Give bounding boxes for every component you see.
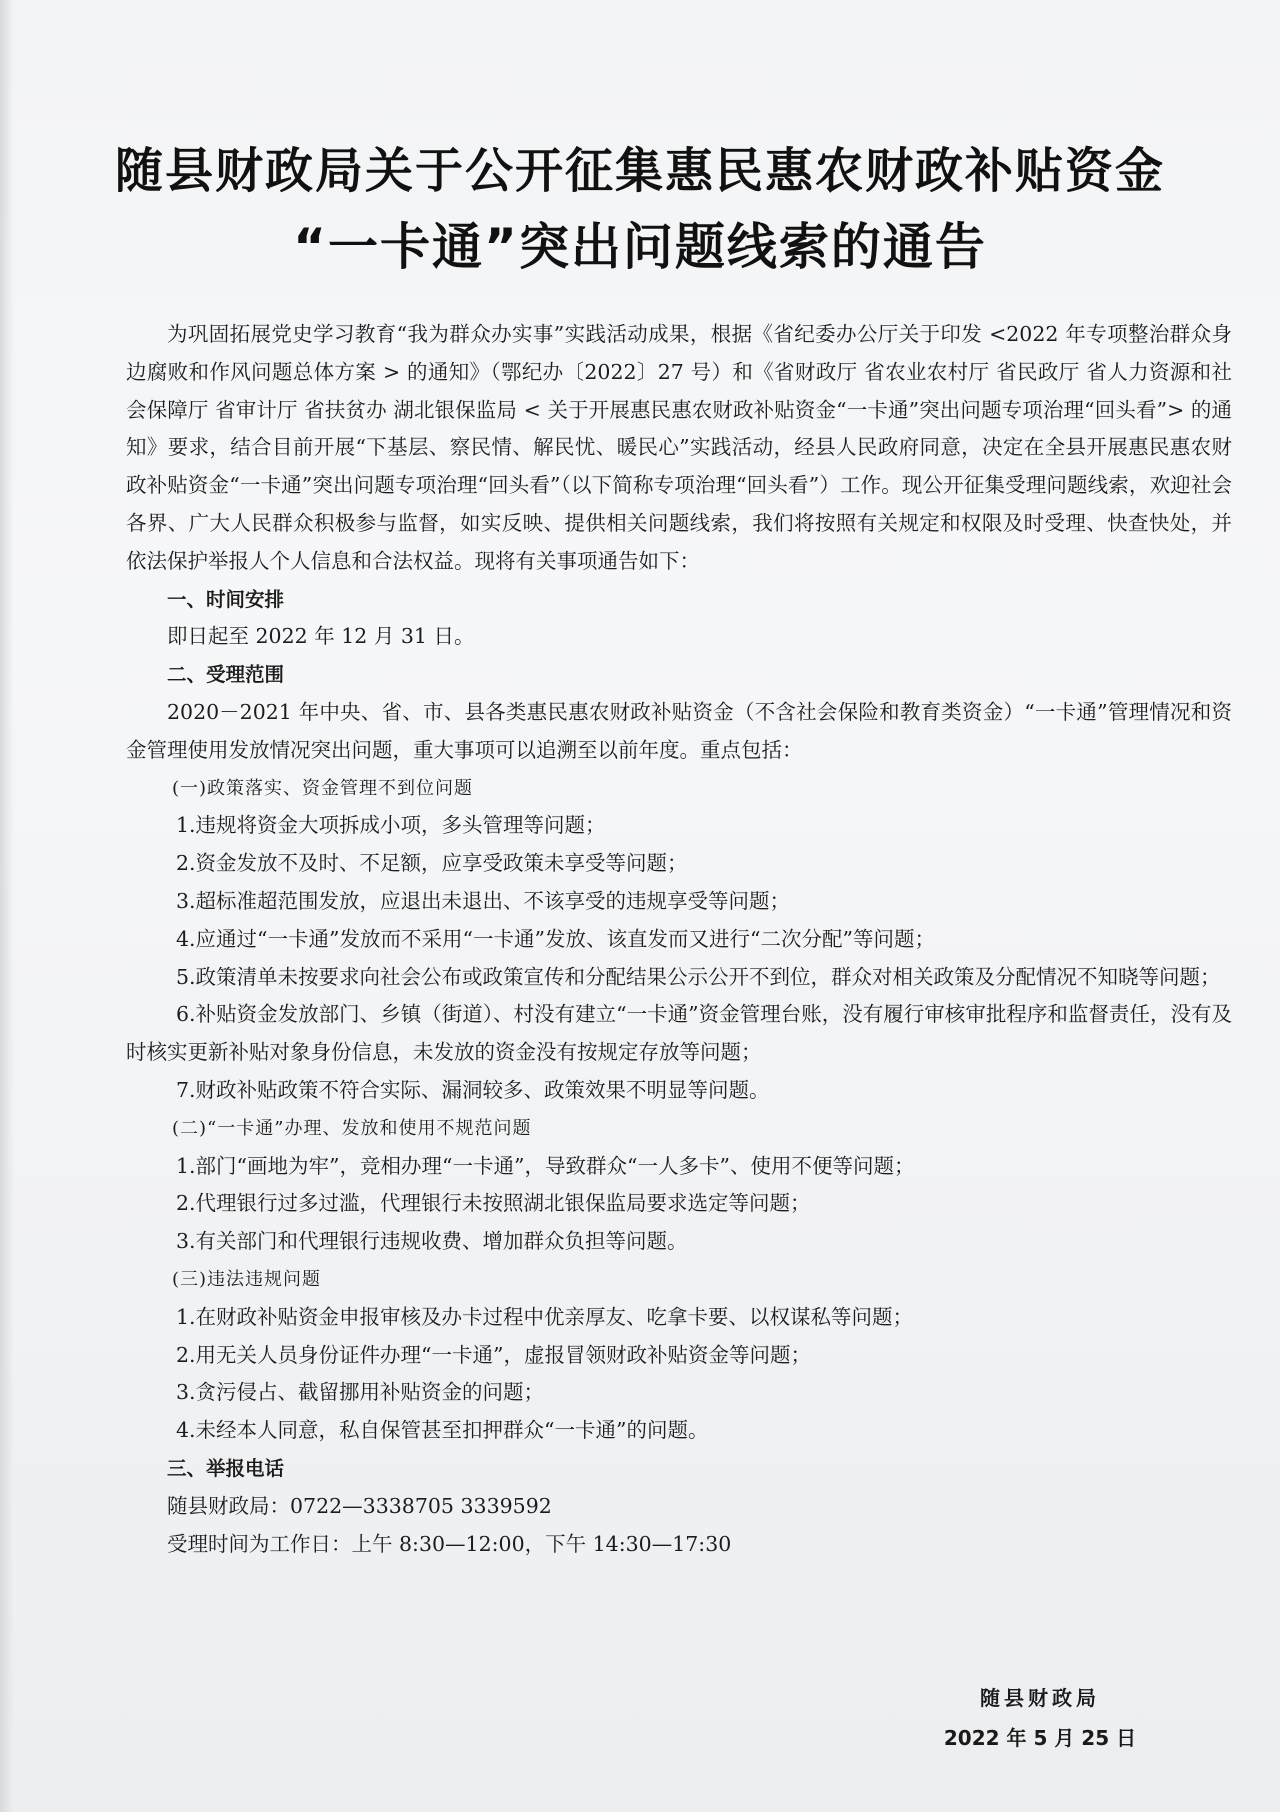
intro-paragraph: 为巩固拓展党史学习教育“我为群众办实事”实践活动成果，根据《省纪委办公厅关于印发 <2022 年专项整治群众身边腐败和作风问题总体方案 > 的通知》（鄂纪办〔2022〕27 号）和《省财政厅 省农业农村厅 省民政厅 省人力资源和社会保障厅 省审计厅 省扶贫办 湖北银保监局 < 关于开展惠民惠农财政补贴资金“一卡通”突出问题专项治理“回头看”> 的通知》要求，结合目前开展“下基层、察民情、解民忧、暖民心”实践活动，经县人民政府同意，决定在全县开展惠民惠农财政补贴资金“一卡通”突出问题专项治理“回头看”（以下简称专项治理“回头看”）工作。现公开征集受理问题线索，欢迎社会各界、广大人民群众积极参与监督，如实反映、提供相关问题线索，我们将按照有关规定和权限及时受理、快查快处，并依法保护举报人个人信息和合法权益。现将有关事项通告如下：	[126, 322, 1232, 573]
notice-title-line-2: “一卡通”突出问题线索的通告	[293, 218, 987, 276]
scope-item: 2.代理银行过多过滥，代理银行未按照湖北银保监局要求选定等问题；	[176, 1191, 811, 1216]
scope-item: 6.补贴资金发放部门、乡镇（街道）、村没有建立“一卡通”资金管理台账，没有履行审核审批程序和监督责任，没有及时核实更新补贴对象身份信息，未发放的资金没有按规定存放等问题；	[126, 1002, 1232, 1065]
scope-item: 2.用无关人员身份证件办理“一卡通”，虚报冒领财政补贴资金等问题；	[176, 1342, 812, 1367]
scope-item: 5.政策清单未按要求向社会公布或政策宣传和分配结果公示公开不到位，群众对相关政策及分配情况不知晓等问题；	[176, 964, 1221, 989]
notice-body	[126, 316, 1232, 1563]
scope-group-title: (二)“一卡通”办理、发放和使用不规范问题	[172, 1117, 532, 1139]
section-scope-text: 2020－2021 年中央、省、市、县各类惠民惠农财政补贴资金（不含社会保险和教育类资金）“一卡通”管理情况和资金管理使用发放情况突出问题，重大事项可以追溯至以前年度。重点包括：	[126, 699, 1232, 762]
section-heading-hotline: 三、举报电话	[167, 1456, 285, 1480]
section-time-text: 即日起至 2022 年 12 月 31 日。	[167, 624, 475, 649]
section-heading-time: 一、时间安排	[167, 587, 285, 611]
hotline-hours: 受理时间为工作日：上午 8:30—12:00，下午 14:30—17:30	[167, 1531, 732, 1556]
scope-item: 4.应通过“一卡通”发放而不采用“一卡通”发放、该直发而又进行“二次分配”等问题；	[176, 926, 935, 951]
notice-title-line-1: 随县财政局关于公开征集惠民惠农财政补贴资金	[114, 143, 1165, 199]
signature-org: 随县财政局	[980, 1686, 1100, 1710]
signature-date: 2022 年 5 月 25 日	[943, 1726, 1137, 1750]
hotline-phone: 随县财政局：0722—3338705 3339592	[167, 1493, 552, 1518]
scope-item: 1.违规将资金大项拆成小项，多头管理等问题；	[176, 813, 606, 838]
scope-item: 1.部门“画地为牢”，竞相办理“一卡通”，导致群众“一人多卡”、使用不便等问题；	[176, 1153, 915, 1178]
scope-item: 7.财政补贴政策不符合实际、漏洞较多、政策效果不明显等问题。	[176, 1077, 770, 1102]
scope-item: 3.超标准超范围发放，应退出未退出、不该享受的违规享受等问题；	[176, 888, 791, 913]
section-heading-scope: 二、受理范围	[167, 663, 285, 687]
scope-item: 1.在财政补贴资金申报审核及办卡过程中优亲厚友、吃拿卡要、以权谋私等问题；	[176, 1304, 914, 1329]
scope-item: 3.贪污侵占、截留挪用补贴资金的问题；	[176, 1380, 545, 1405]
scope-group-title: (三)违法违规问题	[172, 1268, 322, 1290]
scope-group-title: (一)政策落实、资金管理不到位问题	[172, 777, 474, 799]
scope-item: 3.有关部门和代理银行违规收费、增加群众负担等问题。	[176, 1229, 688, 1254]
scope-item: 4.未经本人同意，私自保管甚至扣押群众“一卡通”的问题。	[176, 1418, 709, 1443]
scope-item: 2.资金发放不及时、不足额，应享受政策未享受等问题；	[176, 851, 688, 876]
